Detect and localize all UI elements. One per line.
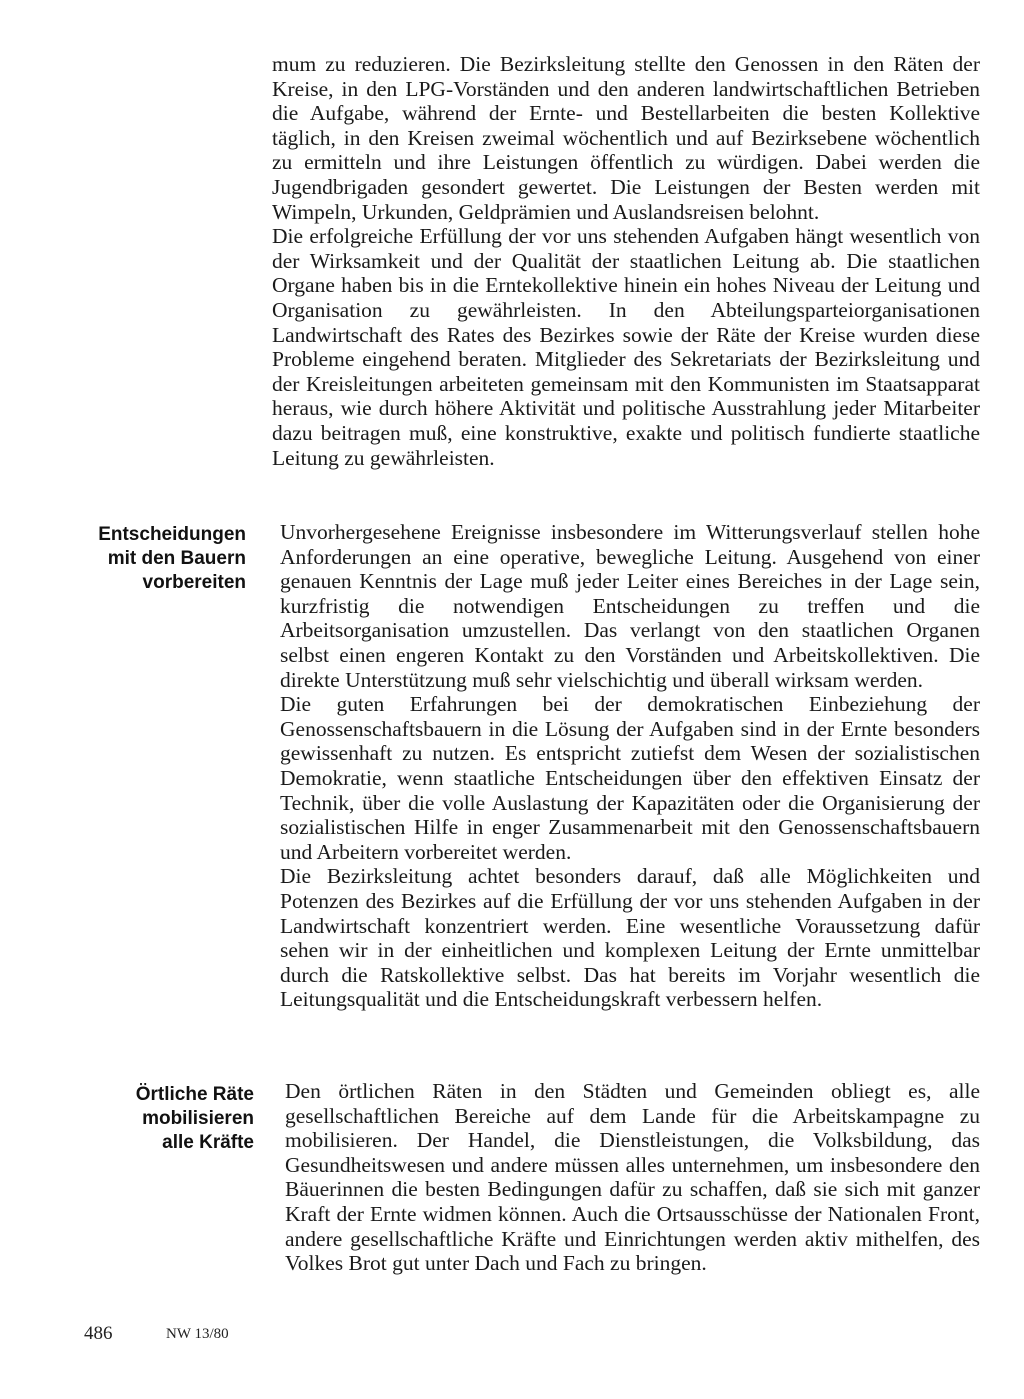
text-block-intro [272,52,980,470]
marginal-line: alle Kräfte [162,1132,254,1153]
text-block-oertliche-raete [285,1079,980,1276]
issue-label: NW 13/80 [166,1326,229,1342]
marginal-line: mit den Bauern [107,548,246,569]
marginal-heading-oertliche-raete [136,1083,254,1155]
text-block-entscheidungen [280,520,980,1012]
paragraph: Die guten Erfahrungen bei der demokratischen Einbeziehung der Genossenschaftsbauern in die Lösung der Aufgaben sind in der Ernte besonders gewissenhaft zu nutzen. Es entspricht zutiefst dem Wesen der sozialistischen Demokratie, wenn staatliche Entscheidungen über den effektiven Einsatz der Technik, über die volle Auslastung der Kapazitäten oder die Organisierung der sozialistischen Hilfe in enger Zusammenarbeit mit den Genossenschaftsbauern und Arbeitern vorbereitet werden. [280,692,980,864]
paragraph: Unvorhergesehene Ereignisse insbesondere im Witterungsverlauf stellen hohe Anforderungen an eine operative, bewegliche Leitung. Ausgehend von einer genauen Kenntnis der Lage muß jeder Leiter eines Bereiches in der Lage sein, kurzfristig die notwendigen Entscheidungen zu treffen und die Arbeitsorganisation umzustellen. Das verlangt von den staatlichen Organen selbst einen engeren Kontakt zu den Vorständen und Arbeitskollektiven. Die direkte Unterstützung muß sehr vielschichtig und überall wirksam werden. [280,520,980,692]
paragraph: Die Bezirksleitung achtet besonders darauf, daß alle Möglichkeiten und Potenzen des Bezirkes auf die Erfüllung der vor uns stehenden Aufgaben in der Landwirtschaft konzentriert werden. Eine wesentliche Voraussetzung dafür sehen wir in der einheitlichen und komplexen Leitung der Ernte unmittelbar durch die Ratskollektive selbst. Das hat bereits im Vorjahr wesentlich die Leitungsqualität und die Entscheidungskraft verbessern helfen. [280,864,980,1012]
marginal-line: Örtliche Räte [135,1084,254,1105]
marginal-line: Entscheidungen [98,524,246,545]
marginal-heading-entscheidungen [98,523,246,595]
paragraph: mum zu reduzieren. Die Bezirksleitung stellte den Genossen in den Räten der Kreise, in den LPG-Vorständen und den anderen landwirtschaftlichen Betrieben die Aufgabe, während der Ernte- und Bestellarbeiten die besten Kollektive täglich, in den Kreisen zweimal wöchentlich und auf Bezirksebene wöchentlich zu ermitteln und ihre Leistungen öffentlich zu würdigen. Dabei werden die Jugendbrigaden gesondert gewertet. Die Leistungen der Besten werden mit Wimpeln, Urkunden, Geldprämien und Auslandsreisen belohnt. [272,52,980,224]
paragraph: Den örtlichen Räten in den Städten und Gemeinden obliegt es, alle gesellschaftlichen Bereiche auf dem Lande für die Arbeitskampagne zu mobilisieren. Der Handel, die Dienstleistungen, die Volksbildung, das Gesundheitswesen und andere müssen alles unternehmen, um insbesondere den Bäuerinnen die besten Bedingungen dafür zu schaffen, daß sie sich mit ganzer Kraft der Ernte widmen können. Auch die Ortsausschüsse der Nationalen Front, andere gesellschaftliche Kräfte und Einrichtungen werden aktiv mithelfen, des Volkes Brot gut unter Dach und Fach zu bringen. [285,1079,980,1276]
marginal-line: vorbereiten [142,572,246,593]
page-number: 486 [84,1323,113,1344]
marginal-line: mobilisieren [142,1108,254,1129]
paragraph: Die erfolgreiche Erfüllung der vor uns stehenden Aufgaben hängt wesentlich von der Wirksamkeit und der Qualität der staatlichen Leitung ab. Die staatlichen Organe haben bis in die Erntekollektive hinein ein hohes Niveau der Leitung und Organisation zu gewährleisten. In den Abteilungsparteiorganisationen Landwirtschaft des Rates des Bezirkes sowie der Räte der Kreise wurden diese Probleme eingehend beraten. Mitglieder des Sekretariats der Bezirksleitung und der Kreisleitungen arbeiteten gemeinsam mit den Kommunisten im Staatsapparat heraus, wie durch höhere Aktivität und politische Ausstrahlung jeder Mitarbeiter dazu beitragen muß, eine konstruktive, exakte und politisch fundierte staatliche Leitung zu gewährleisten. [272,224,980,470]
